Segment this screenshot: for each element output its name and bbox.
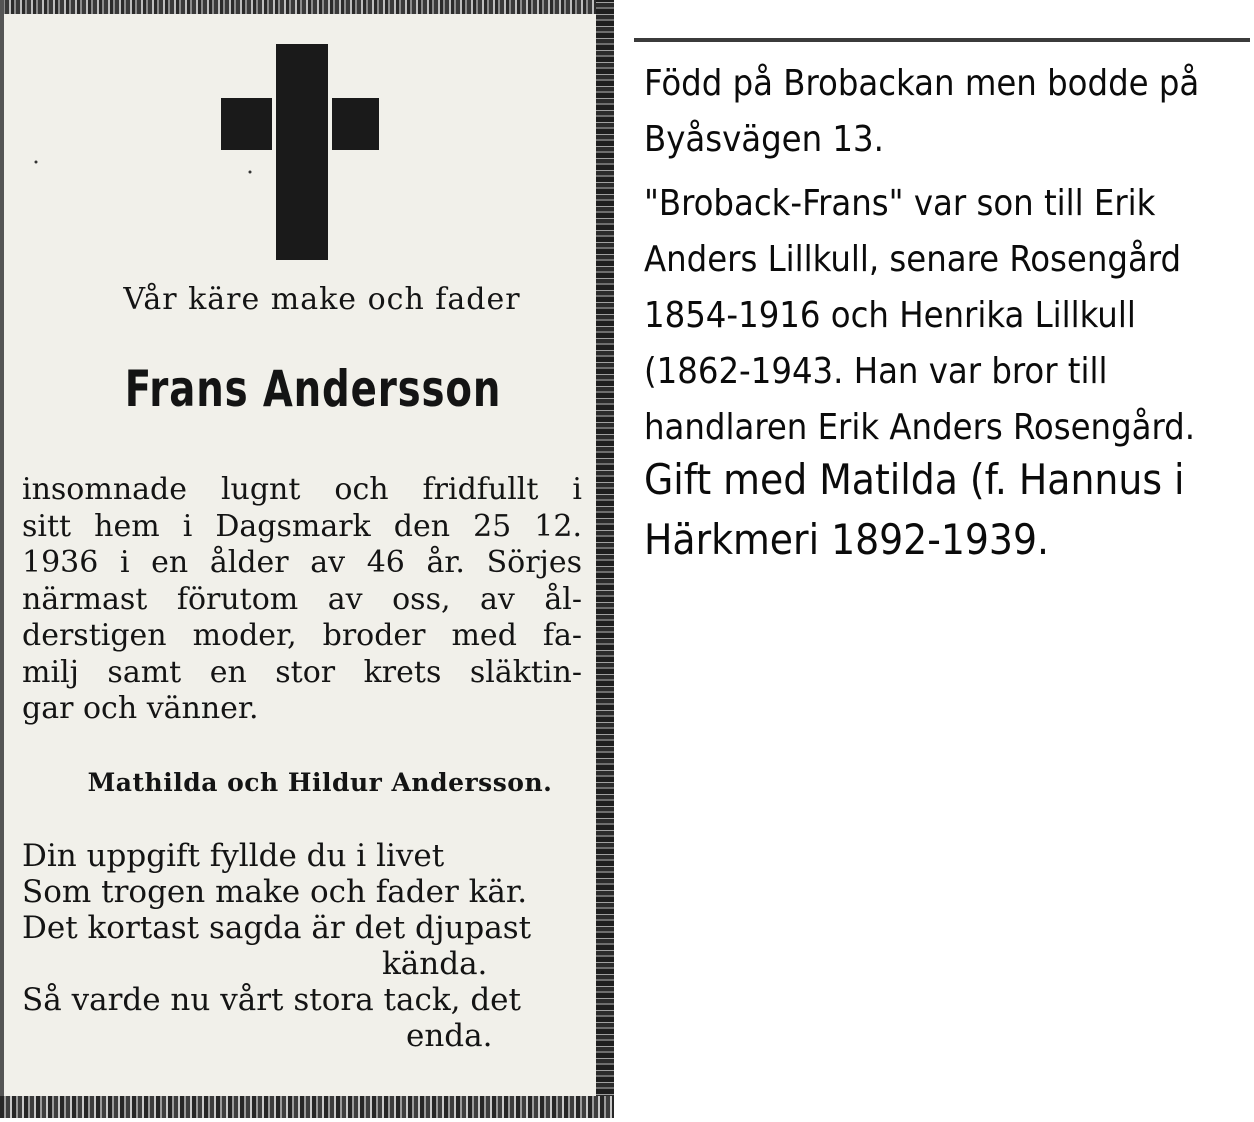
verse-line: kända.	[382, 946, 488, 982]
mourners-signature: Mathilda och Hildur Andersson.	[87, 768, 553, 797]
body-line: milj samt en stor krets släktin-	[22, 654, 582, 690]
memorial-verse	[22, 838, 578, 1054]
body-line: 1936 i en ålder av 46 år. Sörjes	[22, 545, 582, 580]
verse-line: Så varde nu vårt stora tack, det	[22, 982, 521, 1018]
verse-line: enda.	[406, 1018, 493, 1054]
body-line: sitt hem i Dagsmark den 25 12.	[22, 508, 582, 544]
body-line: insomnade lugnt och fridfullt i	[22, 472, 582, 507]
notes-divider	[634, 38, 1250, 42]
clipping-border-bottom	[0, 1096, 614, 1118]
body-line: gar och vänner.	[22, 691, 259, 726]
note-birthplace: Född på Brobackan men bodde på Byåsvägen 13.	[644, 63, 1200, 160]
body-line: närmast förutom av oss, av ål-	[22, 581, 582, 617]
obituary-body	[22, 472, 582, 728]
body-line: derstigen moder, broder med fa-	[22, 618, 582, 653]
obituary-intro: Vår käre make och fader	[123, 282, 521, 317]
verse-line: Din uppgift fyllde du i livet	[22, 838, 445, 874]
verse-line: Som trogen make och fader kär.	[22, 874, 528, 910]
deceased-name: Frans Andersson	[124, 360, 502, 418]
note-marriage: Gift med Matilda (f. Hannus i Härkmeri 1892-1939.	[644, 455, 1185, 564]
cross-icon	[0, 0, 614, 270]
obituary-clipping	[0, 0, 614, 1118]
verse-line: Det kortast sagda är det djupast	[22, 910, 532, 946]
note-family: "Broback-Frans" var son till Erik Anders Lillkull, senare Rosengård 1854-1916 och Henrika Lillkull (1862-1943. Han var bror till handlaren Erik Anders Rosengård.	[644, 183, 1196, 448]
